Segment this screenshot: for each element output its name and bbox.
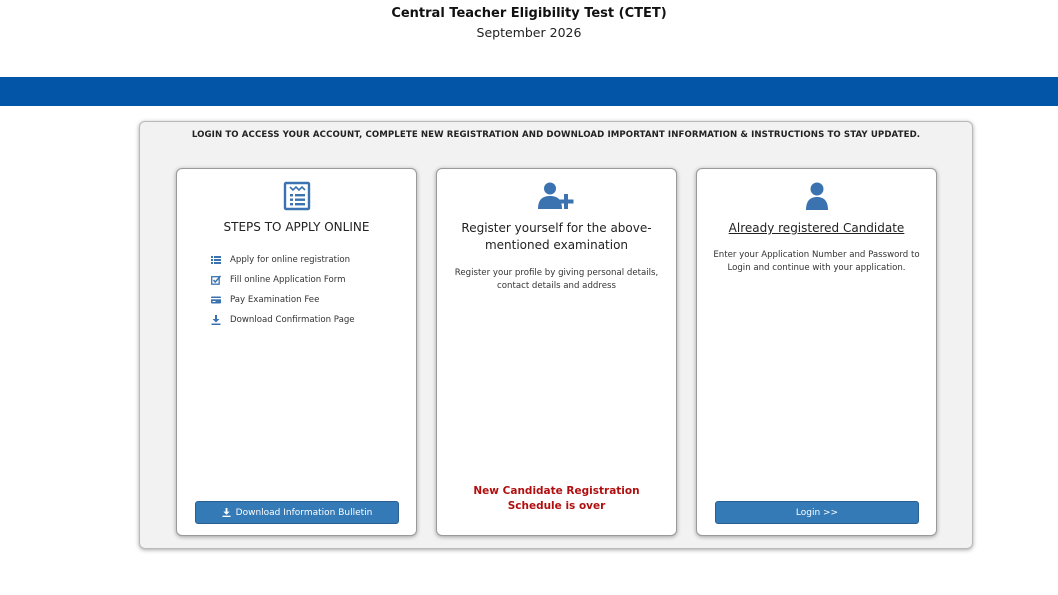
step-item: [211, 290, 355, 310]
step-label: Pay Examination Fee: [230, 295, 320, 305]
user-icon: [802, 181, 832, 211]
add-user-icon: [538, 181, 576, 211]
step-label: Download Confirmation Page: [230, 315, 355, 325]
step-item: [211, 250, 355, 270]
main-panel: [139, 121, 973, 549]
download-icon: [222, 508, 231, 517]
list-icon: [211, 255, 221, 265]
download-bulletin-label: Download Information Bulletin: [235, 507, 373, 518]
steps-list: [211, 250, 355, 330]
steps-heading: STEPS TO APPLY ONLINE: [223, 220, 370, 234]
register-card: [436, 168, 677, 536]
register-description: Register your profile by giving personal details, contact details and address: [454, 268, 659, 291]
login-card: [696, 168, 937, 536]
panel-intro: LOGIN TO ACCESS YOUR ACCOUNT, COMPLETE NEW REGISTRATION AND DOWNLOAD IMPORTANT INFORMATION & INSTRUCTIONS TO STAY UPDATED.: [191, 130, 921, 140]
card-icon: [211, 295, 221, 305]
login-button-label: Login >>: [795, 507, 839, 518]
step-item: [211, 270, 355, 290]
step-item: [211, 310, 355, 330]
login-description: Enter your Application Number and Password to Login and continue with your application.: [713, 250, 920, 273]
steps-card: [176, 168, 417, 536]
login-heading[interactable]: Already registered Candidate: [728, 221, 905, 235]
login-button[interactable]: [715, 501, 919, 524]
page-header: [0, 0, 1058, 77]
exam-session: September 2026: [476, 25, 582, 40]
exam-title: Central Teacher Eligibility Test (CTET): [391, 6, 667, 21]
nav-bar: [0, 77, 1058, 106]
register-heading: Register yourself for the above-mentioned examination: [461, 221, 652, 252]
checkbox-icon: [211, 275, 221, 285]
registration-closed-notice: New Candidate Registration Schedule is over: [473, 485, 640, 512]
download-icon: [211, 315, 221, 325]
form-list-icon: [282, 181, 312, 211]
download-bulletin-button[interactable]: [195, 501, 399, 524]
step-label: Fill online Application Form: [230, 275, 346, 285]
step-label: Apply for online registration: [230, 255, 351, 265]
